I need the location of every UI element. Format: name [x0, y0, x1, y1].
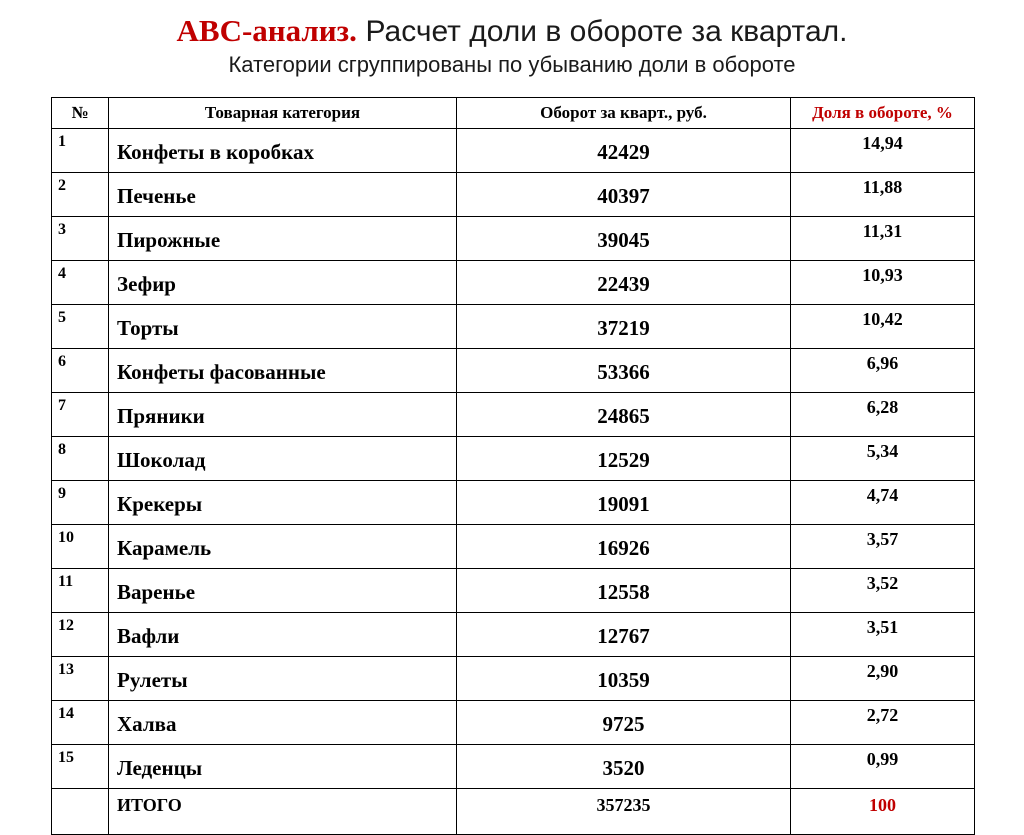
- row-share: 2,72: [791, 701, 975, 745]
- total-turnover: 357235: [457, 789, 791, 835]
- row-turnover: 24865: [457, 393, 791, 437]
- row-num: 2: [52, 173, 109, 217]
- row-category: Торты: [109, 305, 457, 349]
- row-turnover: 40397: [457, 173, 791, 217]
- row-category: Шоколад: [109, 437, 457, 481]
- table-row: [52, 129, 975, 173]
- row-num: 11: [52, 569, 109, 613]
- header-category: Товарная категория: [109, 98, 457, 129]
- row-category: Крекеры: [109, 481, 457, 525]
- row-share: 10,42: [791, 305, 975, 349]
- row-num: 12: [52, 613, 109, 657]
- page-title-accent: ABC-анализ.: [176, 13, 357, 48]
- row-num: 9: [52, 481, 109, 525]
- table-row: [52, 613, 975, 657]
- row-share: 4,74: [791, 481, 975, 525]
- row-turnover: 42429: [457, 129, 791, 173]
- row-turnover: 22439: [457, 261, 791, 305]
- title-block: [0, 12, 1024, 79]
- row-turnover: 53366: [457, 349, 791, 393]
- row-share: 3,51: [791, 613, 975, 657]
- table-total-row: [52, 789, 975, 835]
- row-category: Конфеты в коробках: [109, 129, 457, 173]
- row-category: Вафли: [109, 613, 457, 657]
- header-share: Доля в обороте, %: [791, 98, 975, 129]
- row-share: 6,96: [791, 349, 975, 393]
- row-turnover: 16926: [457, 525, 791, 569]
- table-row: [52, 393, 975, 437]
- row-share: 5,34: [791, 437, 975, 481]
- page-subtitle: Категории сгруппированы по убыванию доли в обороте: [228, 52, 796, 77]
- header-turnover: Оборот за кварт., руб.: [457, 98, 791, 129]
- row-num: 10: [52, 525, 109, 569]
- table-row: [52, 349, 975, 393]
- row-category: Зефир: [109, 261, 457, 305]
- row-num: 15: [52, 745, 109, 789]
- total-label: ИТОГО: [109, 789, 457, 835]
- row-num: 14: [52, 701, 109, 745]
- row-share: 3,52: [791, 569, 975, 613]
- total-share: 100: [791, 789, 975, 835]
- row-share: 11,88: [791, 173, 975, 217]
- row-num: 1: [52, 129, 109, 173]
- row-category: Конфеты фасованные: [109, 349, 457, 393]
- row-num: 13: [52, 657, 109, 701]
- row-category: Карамель: [109, 525, 457, 569]
- row-turnover: 3520: [457, 745, 791, 789]
- table-row: [52, 217, 975, 261]
- row-category: Пирожные: [109, 217, 457, 261]
- table-row: [52, 657, 975, 701]
- row-turnover: 12558: [457, 569, 791, 613]
- row-num: 7: [52, 393, 109, 437]
- page-title-rest: Расчет доли в обороте за квартал.: [365, 15, 848, 48]
- row-turnover: 12767: [457, 613, 791, 657]
- row-share: 14,94: [791, 129, 975, 173]
- row-num: 3: [52, 217, 109, 261]
- row-category: Печенье: [109, 173, 457, 217]
- row-turnover: 12529: [457, 437, 791, 481]
- row-share: 0,99: [791, 745, 975, 789]
- row-turnover: 10359: [457, 657, 791, 701]
- row-share: 11,31: [791, 217, 975, 261]
- row-category: Халва: [109, 701, 457, 745]
- table-row: [52, 701, 975, 745]
- abc-analysis-table: [51, 97, 975, 835]
- row-category: Рулеты: [109, 657, 457, 701]
- table-row: [52, 261, 975, 305]
- page-title: [0, 12, 1024, 51]
- total-num-empty: [52, 789, 109, 835]
- row-turnover: 39045: [457, 217, 791, 261]
- row-category: Леденцы: [109, 745, 457, 789]
- row-share: 3,57: [791, 525, 975, 569]
- row-turnover: 19091: [457, 481, 791, 525]
- row-turnover: 37219: [457, 305, 791, 349]
- table-row: [52, 481, 975, 525]
- row-num: 5: [52, 305, 109, 349]
- table-row: [52, 569, 975, 613]
- table-row: [52, 525, 975, 569]
- table-row: [52, 437, 975, 481]
- table-row: [52, 173, 975, 217]
- row-num: 6: [52, 349, 109, 393]
- row-share: 2,90: [791, 657, 975, 701]
- row-turnover: 9725: [457, 701, 791, 745]
- row-share: 10,93: [791, 261, 975, 305]
- header-num: №: [52, 98, 109, 129]
- row-category: Пряники: [109, 393, 457, 437]
- row-share: 6,28: [791, 393, 975, 437]
- table-header-row: [52, 98, 975, 129]
- row-category: Варенье: [109, 569, 457, 613]
- table-row: [52, 305, 975, 349]
- row-num: 4: [52, 261, 109, 305]
- row-num: 8: [52, 437, 109, 481]
